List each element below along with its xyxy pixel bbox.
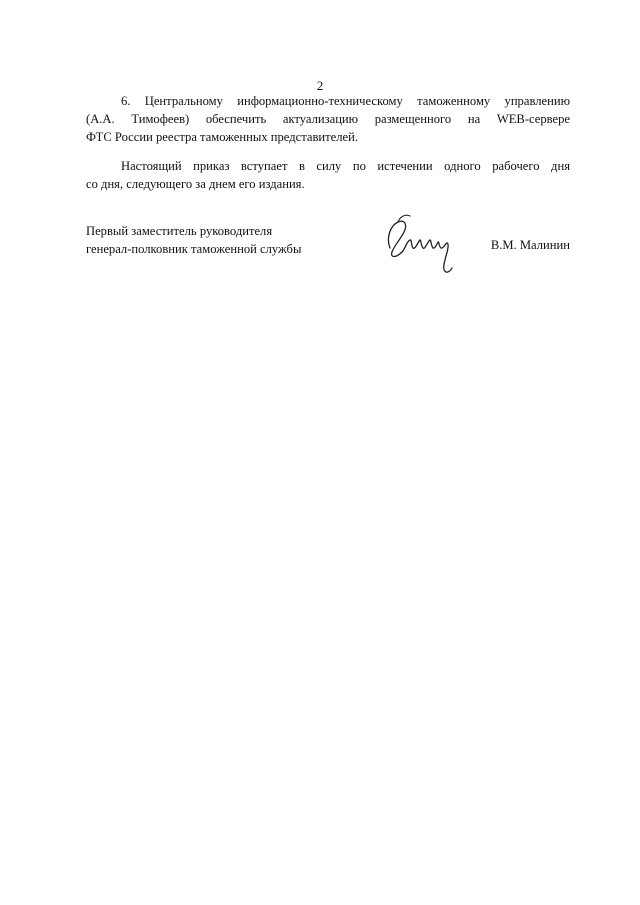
paragraph-6-line-2: (А.А. Тимофеев) обеспечить актуализацию размещенного на WEB-сервере bbox=[86, 112, 570, 126]
signer-title-line-1: Первый заместитель руководителя bbox=[86, 224, 273, 238]
signer-title bbox=[86, 222, 301, 258]
paragraph-effective-line-2: со дня, следующего за днем его издания. bbox=[86, 177, 305, 191]
handwritten-signature bbox=[376, 208, 466, 278]
signer-name: В.М. Малинин bbox=[490, 238, 570, 252]
signer-title-line-2: генерал-полковник таможенной службы bbox=[86, 242, 302, 256]
page-number: 2 bbox=[316, 78, 324, 93]
paragraph-6 bbox=[86, 92, 570, 146]
paragraph-effective-line-1: Настоящий приказ вступает в силу по истечении одного рабочего дня bbox=[121, 159, 570, 173]
paragraph-6-line-1: 6. Центральному информационно-техническому таможенному управлению bbox=[121, 94, 570, 108]
paragraph-effective-date bbox=[86, 157, 570, 193]
signature-block bbox=[86, 222, 570, 282]
paragraph-6-line-3: ФТС России реестра таможенных представителей. bbox=[86, 130, 359, 144]
